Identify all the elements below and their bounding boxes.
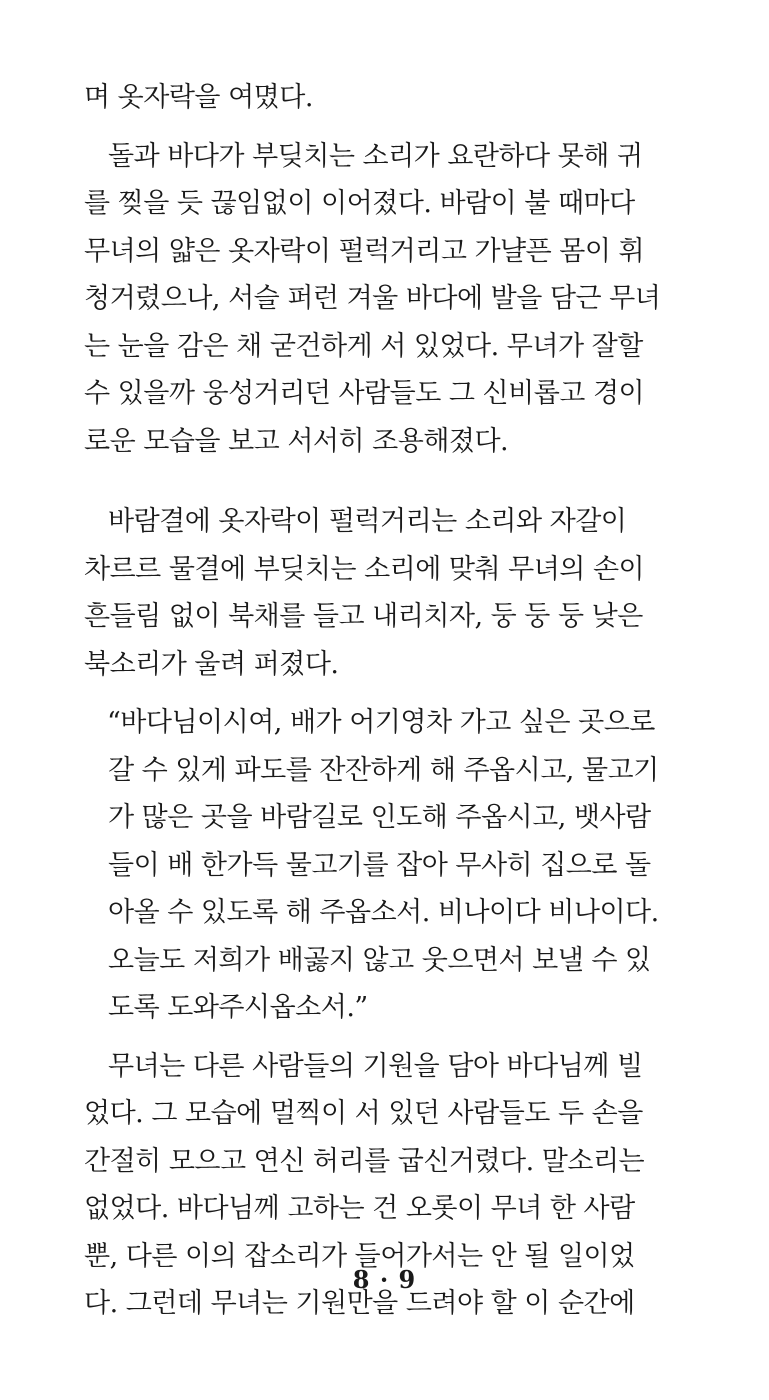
text-line: 었다. 그 모습에 멀찍이 서 있던 사람들도 두 손을 [84, 1098, 643, 1129]
text-line: 돌과 바다가 부딪치는 소리가 요란하다 못해 귀 [108, 140, 643, 172]
text-line: 며 옷자락을 여몄다. [84, 82, 313, 113]
text-line: 바람결에 옷자락이 펄럭거리는 소리와 자갈이 [108, 506, 627, 537]
text-line: 수 있을까 웅성거리던 사람들도 그 신비롭고 경이 [84, 378, 645, 409]
text-line: 청거렸으나, 서슬 퍼런 겨울 바다에 발을 담근 무녀 [84, 283, 661, 314]
text-line: 들이 배 한가득 물고기를 잡아 무사히 집으로 돌 [108, 849, 651, 881]
text-line: 로운 모습을 보고 서서히 조용해졌다. [84, 425, 509, 457]
page-body [84, 74, 661, 1328]
paragraph-3 [84, 498, 644, 688]
text-line: 다. 그런데 무녀는 기원만을 드려야 할 이 순간에 [84, 1288, 635, 1319]
text-line: 차르르 물결에 부딪치는 소리에 맞춰 무녀의 손이 [84, 553, 645, 585]
quote-paragraph [84, 699, 659, 1032]
text-line: 무녀는 다른 사람들의 기원을 담아 바다님께 빌 [108, 1050, 643, 1082]
text-line: 갈 수 있게 파도를 잔잔하게 해 주옵시고, 물고기 [108, 754, 659, 786]
text-line: 흔들림 없이 북채를 들고 내리치자, 둥 둥 둥 낮은 [84, 601, 643, 632]
text-line: 무녀의 얇은 옷자락이 펄럭거리고 가냘픈 몸이 휘 [84, 235, 645, 267]
text-line: “바다님이시여, 배가 어기영차 가고 싶은 곳으로 [107, 707, 655, 738]
text-line: 없었다. 바다님께 고하는 건 오롯이 무녀 한 사람 [84, 1193, 635, 1224]
text-line: 가 많은 곳을 바람길로 인도해 주옵시고, 뱃사람 [108, 802, 651, 833]
text-line: 는 눈을 감은 채 굳건하게 서 있었다. 무녀가 잘할 [84, 330, 643, 362]
paragraph-2 [84, 133, 661, 466]
text-line: 북소리가 울려 퍼졌다. [84, 648, 339, 680]
text-line: 오늘도 저희가 배곯지 않고 웃으면서 보낼 수 있 [108, 944, 651, 976]
text-line: 아올 수 있도록 해 주옵소서. 비나이다 비나이다. [108, 897, 659, 928]
text-line: 뿐, 다른 이의 잡소리가 들어가서는 안 될 일이었 [84, 1240, 635, 1272]
text-line: 간절히 모으고 연신 허리를 굽신거렸다. 말소리는 [84, 1145, 645, 1177]
text-line: 도록 도와주시옵소서.” [108, 992, 368, 1023]
page-number: 8 · 9 [352, 1265, 417, 1294]
paragraph-1 [84, 74, 644, 122]
text-line: 를 찢을 듯 끊임없이 이어졌다. 바람이 불 때마다 [84, 188, 635, 219]
